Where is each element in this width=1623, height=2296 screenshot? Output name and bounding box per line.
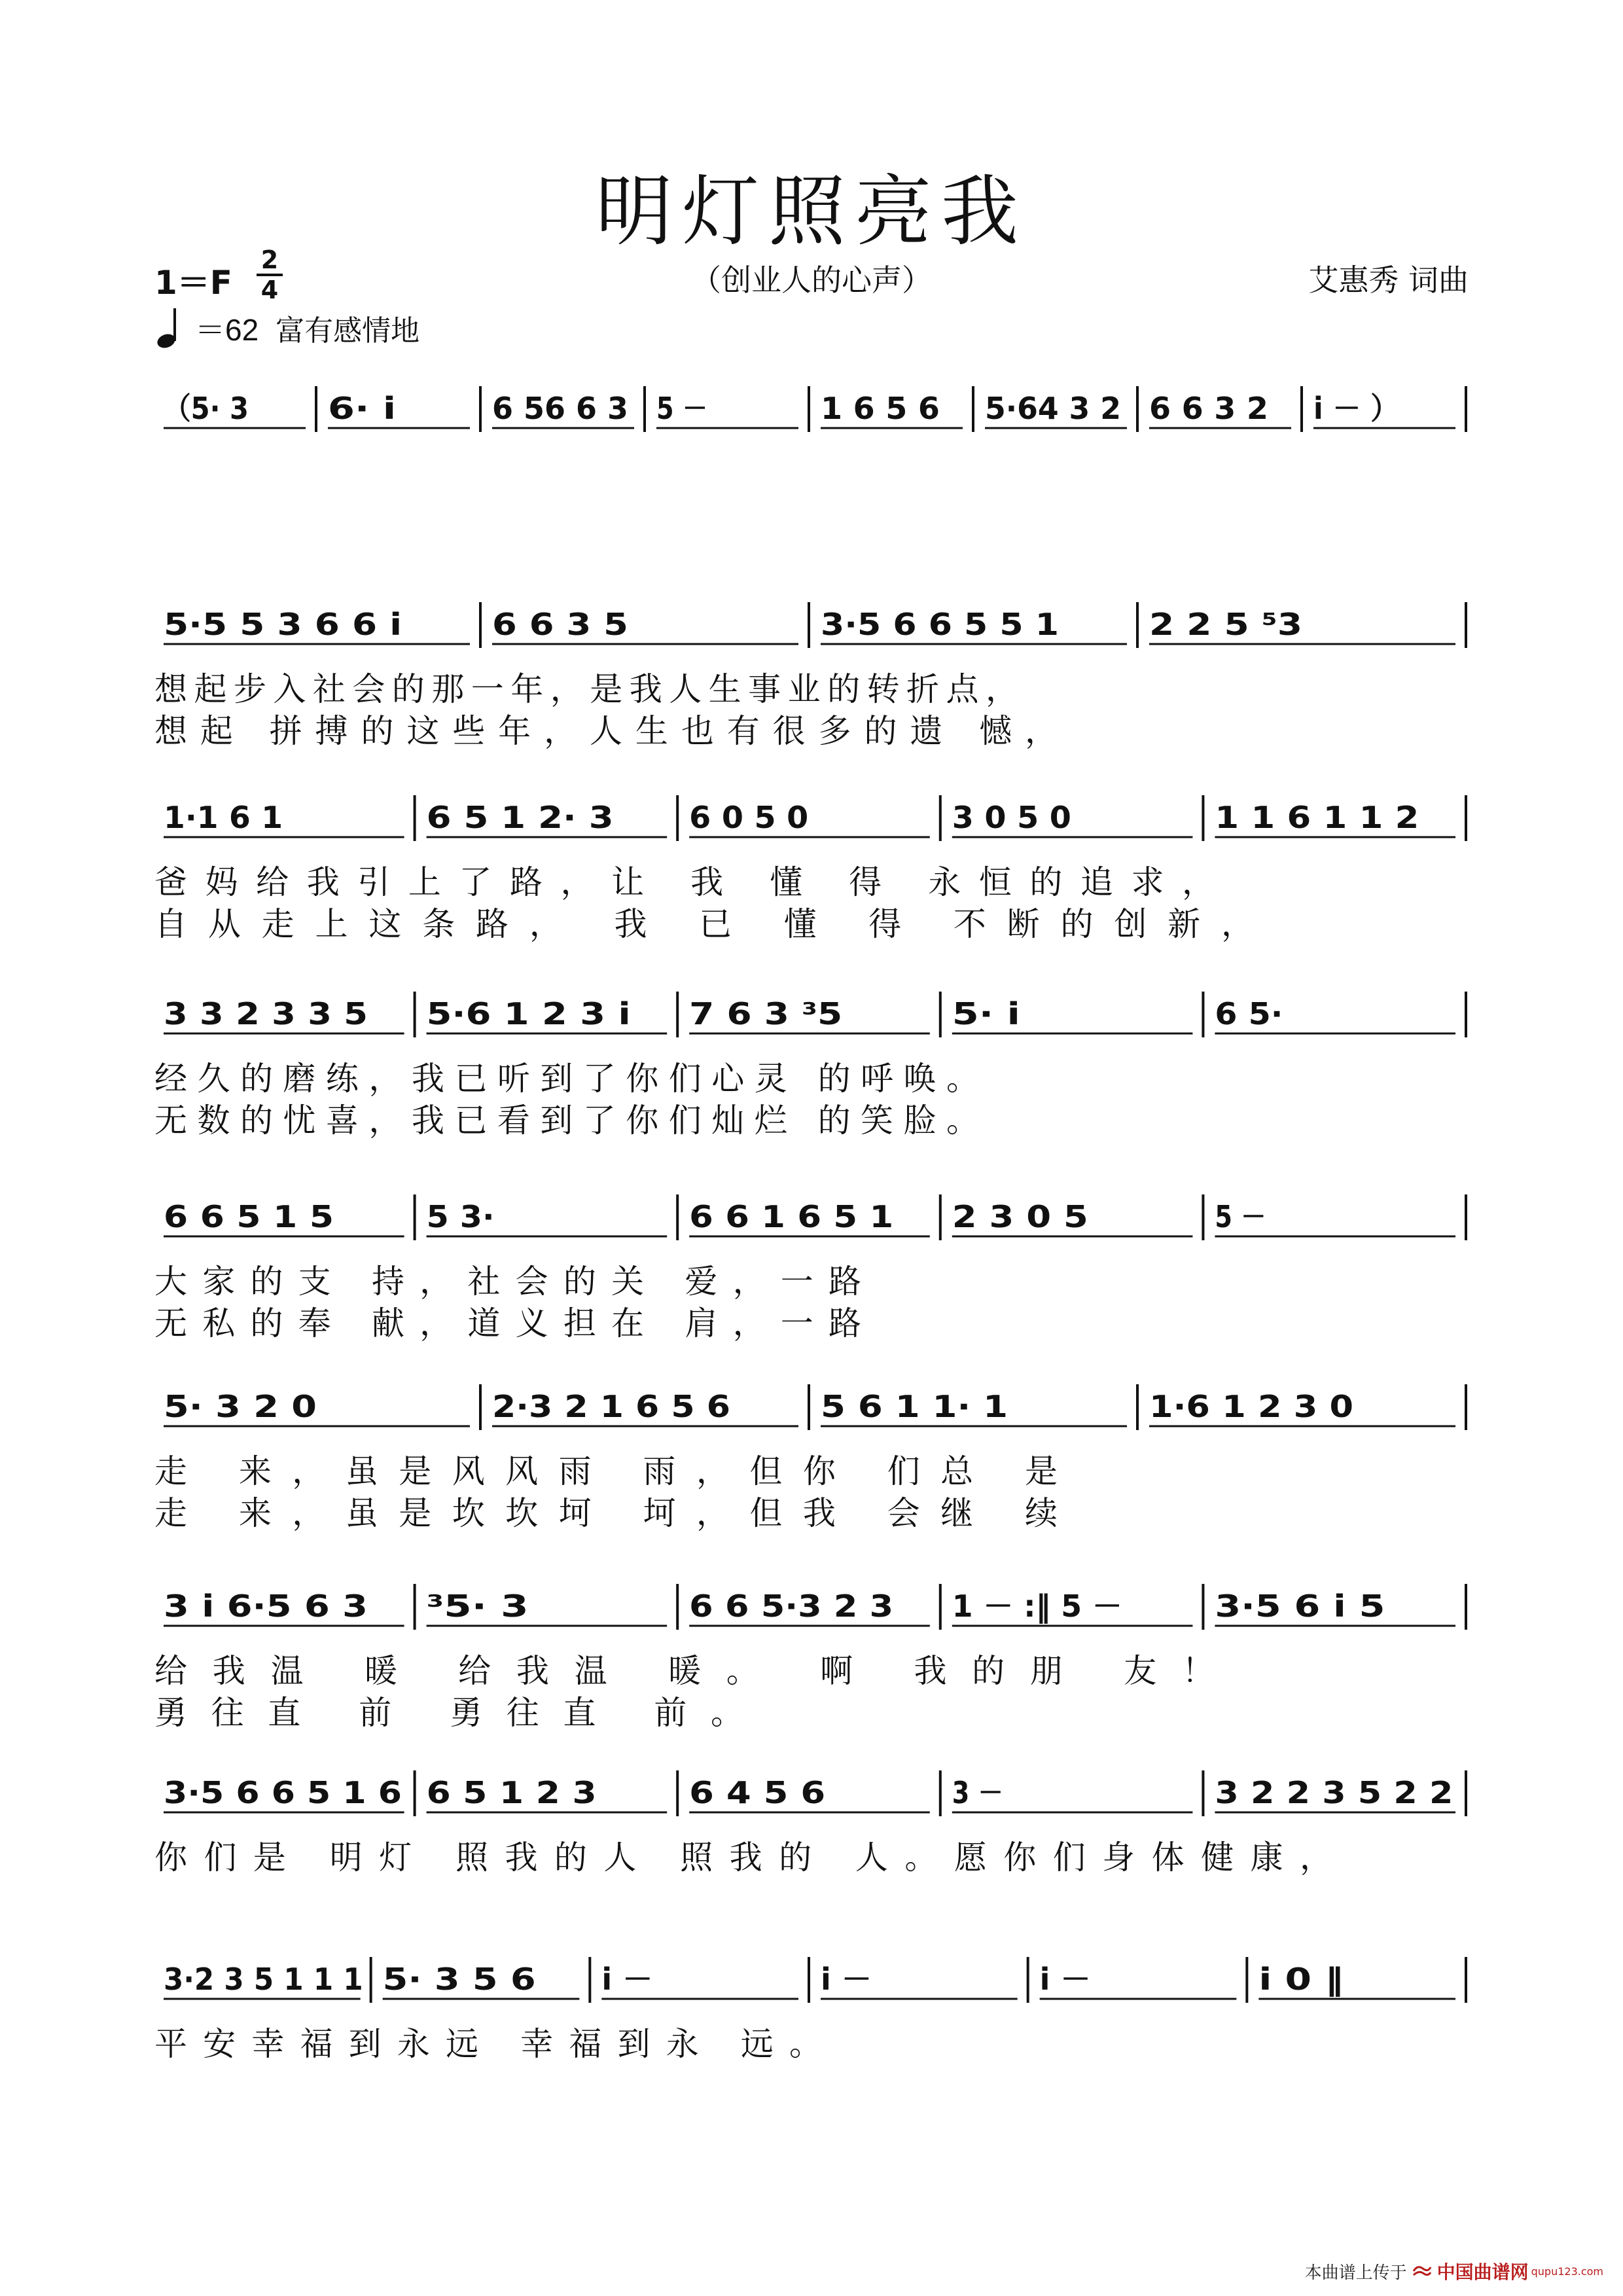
lyric-line: 经久的磨练，我已听到了你们心灵 的呼唤。 bbox=[154, 1060, 979, 1098]
notation-measure: 3 － bbox=[952, 1775, 1003, 1810]
notation-measure: 6 6 5 1 5 bbox=[164, 1199, 334, 1234]
notation-measure: 5· 3 5 6 bbox=[382, 1962, 536, 1997]
site-logo-icon bbox=[1411, 2263, 1433, 2279]
notation-measure: 5 6 1 1· 1 bbox=[821, 1389, 1008, 1424]
page-title: 明灯照亮我 bbox=[595, 166, 1027, 257]
notation-measure: 5·5 5 3 6 6 i bbox=[164, 607, 402, 642]
notation-measure: 5·64 3 2 bbox=[985, 391, 1121, 426]
notation-measure: i － bbox=[821, 1962, 872, 1997]
notation-measure: 3·2 3 5 1 1 1 bbox=[164, 1962, 363, 1997]
notation-measure: 5· i bbox=[952, 996, 1020, 1031]
lyric-line: 无私的奉 献，道义担在 肩，一路 bbox=[154, 1304, 861, 1342]
notation-measure: 7 6 3 ³5 bbox=[689, 996, 843, 1031]
time-signature-top: 2 bbox=[260, 245, 279, 274]
lyric-line: 想起 拼搏的这些年，人生也有很多的遗 憾， bbox=[154, 712, 1058, 750]
notation-measure: 6 6 5·3 2 3 bbox=[689, 1588, 894, 1624]
notation-measure: 3 0 5 0 bbox=[952, 800, 1071, 835]
subtitle: （创业人的心声） bbox=[691, 262, 932, 298]
notation-measure: 1 1 6 1 1 2 bbox=[1215, 800, 1419, 835]
notation-measure: 1 － :‖ 5 － bbox=[952, 1588, 1124, 1624]
notation-measure: 3 3 2 3 3 5 bbox=[164, 996, 368, 1031]
notation-measure: 6 56 6 3 bbox=[492, 391, 628, 426]
notation-measure: 1·1 6 1 bbox=[164, 800, 283, 835]
tempo-bpm: ＝62 bbox=[195, 313, 259, 347]
notation-measure: 5· 3 2 0 bbox=[164, 1389, 317, 1424]
notation-measure: 6 0 5 0 bbox=[689, 800, 809, 835]
notation-measure: 6 5 1 2· 3 bbox=[426, 800, 614, 835]
notation-measure: 6 5· bbox=[1215, 996, 1283, 1031]
notation-measure: 2·3 2 1 6 5 6 bbox=[492, 1389, 730, 1424]
author-credit: 艾惠秀 词曲 bbox=[1308, 262, 1469, 298]
lyric-line: 爸妈给我引上了路，让 我 懂 得 永恒的追求， bbox=[154, 863, 1215, 901]
notation-measure: 6 5 1 2 3 bbox=[426, 1775, 597, 1810]
notation-measure: （5· 3 bbox=[164, 391, 249, 426]
notation-measure: 1 6 5 6 bbox=[821, 391, 940, 426]
notation-measure: 1·6 1 2 3 0 bbox=[1149, 1389, 1353, 1424]
notation-measure: 6 6 3 2 bbox=[1149, 391, 1268, 426]
notation-measure: 3·5 6 6 5 5 1 bbox=[821, 607, 1059, 642]
notation-measure: i － bbox=[601, 1962, 653, 1997]
lyric-line: 勇往直 前 勇往直 前。 bbox=[154, 1694, 743, 1732]
notation-measure: 5 － bbox=[1215, 1199, 1266, 1234]
notation-measure: 6 4 5 6 bbox=[689, 1775, 826, 1810]
notation-measure: i － ） bbox=[1313, 391, 1399, 426]
lyric-line: 无数的忧喜，我已看到了你们灿烂 的笑脸。 bbox=[154, 1102, 979, 1139]
key-signature: 1＝F bbox=[154, 264, 232, 302]
footer-credit bbox=[1305, 2258, 1603, 2284]
notation-measure: 3·5 6 i 5 bbox=[1215, 1588, 1385, 1624]
notation-measure: 2 3 0 5 bbox=[952, 1199, 1088, 1234]
time-signature-bottom: 4 bbox=[260, 276, 279, 304]
site-name: 中国曲谱网 bbox=[1436, 2261, 1529, 2283]
lyric-line: 你们是 明灯 照我的人 照我的 人。愿你们身体健康， bbox=[154, 1839, 1332, 1876]
lyric-line: 走 来，虽是坎坎坷 坷，但我 会继 续 bbox=[154, 1494, 1058, 1532]
notation-measure: 2 2 5 ⁵3 bbox=[1149, 607, 1302, 642]
notation-measure: 5·6 1 2 3 i bbox=[426, 996, 631, 1031]
lyric-line: 走 来，虽是风风雨 雨，但你 们总 是 bbox=[154, 1452, 1058, 1490]
lyric-line: 大家的支 持，社会的关 爱，一路 bbox=[154, 1263, 861, 1300]
site-url: qupu123.com bbox=[1531, 2265, 1603, 2278]
lyric-line: 自从走上这条路， 我 已 懂 得 不断的创新， bbox=[154, 905, 1254, 943]
notation-measure: 3 2 2 3 5 2 2 bbox=[1215, 1775, 1454, 1810]
notation-measure: i － bbox=[1039, 1962, 1091, 1997]
lyric-line: 给我温 暖 给我温 暖。 啊 我的朋 友！ bbox=[154, 1652, 1215, 1690]
notation-measure: 3 i 6·5 6 3 bbox=[164, 1588, 368, 1624]
tempo-expression: 富有感情地 bbox=[276, 314, 420, 348]
upload-text: 本曲谱上传于 bbox=[1304, 2263, 1407, 2283]
notation-measure: 6 6 3 5 bbox=[492, 607, 628, 642]
notation-measure: 6 6 1 6 5 1 bbox=[689, 1199, 894, 1234]
notation-measure: 6· i bbox=[328, 391, 396, 426]
notation-measure: 3·5 6 6 5 1 6 bbox=[164, 1775, 402, 1810]
lyric-line: 平安幸福到永远 幸福到永 远。 bbox=[154, 2025, 822, 2063]
notation-measure: i 0 ‖ bbox=[1258, 1962, 1327, 1997]
notation-measure: ³5· 3 bbox=[426, 1588, 529, 1624]
notation-measure: 5 3· bbox=[426, 1199, 495, 1234]
lyric-line: 想起步入社会的那一年，是我人生事业的转折点， bbox=[154, 670, 1018, 708]
notation-measure: 5 － bbox=[656, 391, 707, 426]
